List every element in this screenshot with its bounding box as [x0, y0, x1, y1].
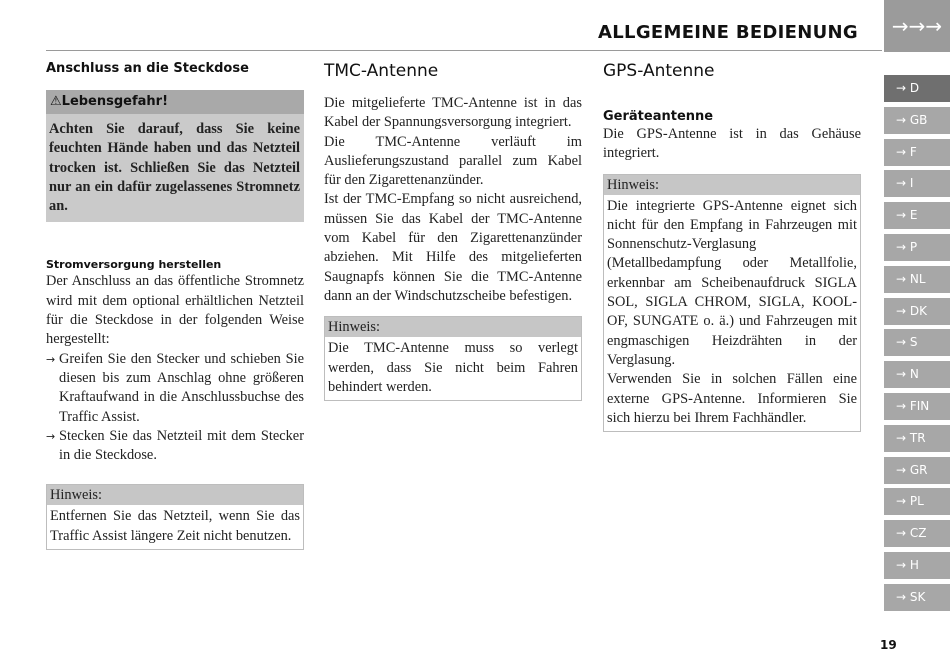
language-tab-nl[interactable]: → NL — [884, 266, 950, 293]
warning-title: ⚠Lebensgefahr! — [46, 90, 304, 114]
danger-warning-box — [46, 90, 304, 222]
page-number: 19 — [880, 638, 897, 652]
note-box — [46, 484, 304, 550]
language-tab-h[interactable]: → H — [884, 552, 950, 579]
note-title: Hinweis: — [604, 175, 860, 195]
note-title: Hinweis: — [325, 317, 581, 337]
language-tab-gr[interactable]: → GR — [884, 457, 950, 484]
language-tab-i[interactable]: → I — [884, 170, 950, 197]
page-title: ALLGEMEINE BEDIENUNG — [598, 22, 858, 43]
language-tab-s[interactable]: → S — [884, 329, 950, 356]
note-title: Hinweis: — [47, 485, 303, 505]
language-tab-cz[interactable]: → CZ — [884, 520, 950, 547]
language-tab-tr[interactable]: → TR — [884, 425, 950, 452]
section-heading-gps: GPS-Antenne — [603, 61, 715, 81]
language-tab-dk[interactable]: → DK — [884, 298, 950, 325]
header-arrows-box: →→→ — [884, 0, 950, 52]
tmc-paragraph: Die TMC-Antenne verläuft im Auslieferungszustand parallel zum Kabel für den Zigarettenanzünder. — [324, 133, 582, 189]
language-tab-gb[interactable]: → GB — [884, 107, 950, 134]
gps-paragraph: Die GPS-Antenne ist in das Gehäuse integriert. — [603, 126, 861, 162]
instruction-step — [46, 350, 304, 427]
language-tab-p[interactable]: → P — [884, 234, 950, 261]
language-tab-pl[interactable]: → PL — [884, 488, 950, 515]
warning-text: Achten Sie darauf, dass Sie keine feuchten Hände haben und das Netzteil trocken ist. Schließen Sie das Netzteil nur an ein dafür zugelassenes Stromnetz an. — [49, 121, 300, 215]
note-text: Entfernen Sie das Netzteil, wenn Sie das Traffic Assist längere Zeit nicht benutzen. — [50, 508, 300, 544]
note-text — [604, 195, 860, 432]
subheading-device-antenna: Geräteantenne — [603, 109, 714, 124]
arrow-icon: → — [46, 352, 56, 366]
language-tab-d[interactable]: → D — [884, 75, 950, 102]
note-box — [603, 174, 861, 433]
header-divider — [46, 50, 882, 51]
instruction-step-text: Stecken Sie das Netzteil mit dem Stecker in die Steckdose. — [59, 427, 304, 464]
instruction-step — [46, 427, 304, 466]
tmc-paragraph: Die mitgelieferte TMC-Antenne ist in das Kabel der Spannungsversorgung integriert. — [324, 95, 582, 131]
language-tab-e[interactable]: → E — [884, 202, 950, 229]
section-heading-tmc: TMC-Antenne — [324, 61, 439, 81]
note-text: Die TMC-Antenne muss so verlegt werden, dass Sie nicht beim Fahren behindert werden. — [328, 340, 578, 395]
language-tab-sk[interactable]: → SK — [884, 584, 950, 611]
column-gps-antenna — [603, 60, 861, 432]
language-tab-f[interactable]: → F — [884, 139, 950, 166]
column-tmc-antenna — [324, 60, 582, 401]
subheading-power-supply: Stromversorgung herstellen — [46, 258, 222, 272]
instruction-step-text: Greifen Sie den Stecker und schieben Sie diesen bis zum Anschlag ohne größeren Kraftaufwand in die Anschlussbuchse des Traffic Assist. — [59, 350, 304, 425]
arrow-icon: → — [46, 429, 56, 443]
tmc-paragraph: Ist der TMC-Empfang so nicht ausreichend, müssen Sie das Kabel der TMC-Antenne vom Kabel für den Zigarettenanzünder abziehen. Mit Hilfe des mitgelieferten Saugnapfs können Sie die TMC-Antenne dann an der Windschutzscheibe befestigen. — [324, 191, 582, 304]
column-socket-connection — [46, 60, 304, 550]
note-box — [324, 316, 582, 401]
language-tab-fin[interactable]: → FIN — [884, 393, 950, 420]
language-sidebar — [884, 75, 950, 616]
note-text-part: Verwenden Sie in solchen Fällen eine externe GPS-Antenne. Informieren Sie sich hierzu bei Ihrem Fachhändler. — [607, 371, 857, 426]
note-text-part: Die integrierte GPS-Antenne eignet sich nicht für den Empfang in Fahrzeugen mit Sonnenschutz-Verglasung (Metallbedampfung oder Metallfolie, erkennbar am Scheibenaufdruck SIGLA SOL, SIGLA CHROM, SIGLA, KOOL-OF, SUNGATE o. ä.) und Fahrzeugen mit engmaschigen Heizdrähten in der Verglasung. — [607, 197, 857, 368]
power-supply-intro: Der Anschluss an das öffentliche Stromnetz wird mit dem optional erhältlichen Netzteil für die Steckdose in der folgenden Weise hergestellt: — [46, 273, 304, 348]
section-heading-socket: Anschluss an die Steckdose — [46, 61, 249, 76]
language-tab-n[interactable]: → N — [884, 361, 950, 388]
